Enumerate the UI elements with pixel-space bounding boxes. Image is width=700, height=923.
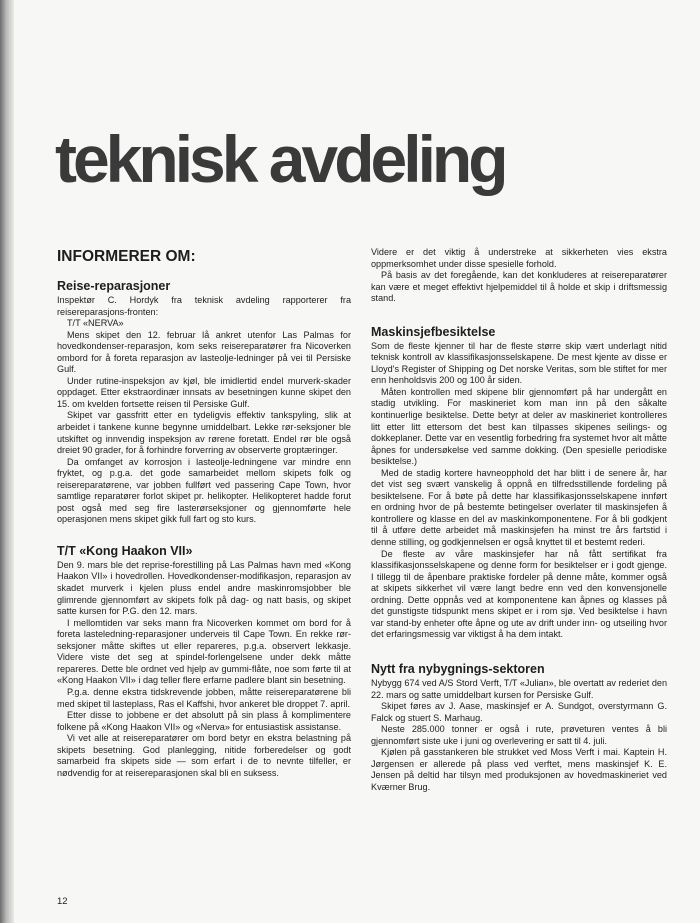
paragraph: Nybygg 674 ved A/S Stord Verft, T/T «Julian», ble overtatt av rederiet den 22. mars og satte umiddelbart kursen for Persiske Gulf. bbox=[371, 677, 667, 700]
page-spine-shadow bbox=[0, 0, 14, 923]
intro-heading: INFORMERER OM: bbox=[57, 248, 196, 265]
paragraph: Med de stadig kortere havneopphold det har blitt i de senere år, har det vist seg svært vanskelig å oppnå en tilfredsstillende fordeling på besiktelsene. For å bøte på dette har klassifikasjonsselskapene innført en ordning hvor de på bestemte betingelser overlater til maskinsjefen å kontrollere og klasse en del av maskinkomponentene. For å bli godkjent til å utføre dette arbeidet må maskinsjefen ha minst tre års fartstid i denne stilling, og godkjennelsen er også knyttet til et bestemt rederi. bbox=[371, 467, 667, 548]
page-number: 12 bbox=[57, 896, 68, 907]
section-reise-reparasjoner bbox=[57, 278, 351, 526]
paragraph: Skipet føres av J. Aase, maskinsjef er A. Sundgot, overstyrmann G. Falck og stuert S. Marhaug. bbox=[371, 701, 667, 723]
paragraph: Mens skipet den 12. februar lå ankret utenfor Las Palmas for hovedkondenser-reparasjon, kom seks reisereparatører fra Nicoverken ombord for å foreta reparasjon av lasteolje-ledninger på vei til Persiske Gulf. bbox=[57, 329, 351, 375]
section-nybygning bbox=[371, 661, 667, 793]
paragraph: Som de fleste kjenner til har de fleste større skip vært underlagt nitid teknisk kontroll av klassifikasjonsselskapene. De mest kjente av disse er Lloyd's Register of Shipping og Det norske Veritas, som ble stiftet for mer enn henholdsvis 200 og 100 år siden. bbox=[371, 340, 667, 386]
section-heading: Maskinsjefbesiktelse bbox=[371, 324, 496, 339]
paragraph: Inspektør C. Hordyk fra teknisk avdeling rapporterer fra reisereparasjons-fronten: bbox=[57, 295, 351, 317]
section-maskinsjefbesiktelse bbox=[371, 324, 667, 641]
paragraph: På basis av det foregående, kan det konkluderes at reisereparatører kan være et meget effektivt hjelpemiddel til å holde et skip i driftsmessig stand. bbox=[371, 270, 667, 304]
intro-continuation bbox=[371, 247, 667, 305]
section-kong-haakon bbox=[57, 543, 351, 779]
section-heading: Nytt fra nybygnings-sektoren bbox=[371, 661, 545, 676]
paragraph: Skipet var gassfritt etter en tydeligvis effektiv tankspyling, slik at arbeidet i tankene kunne begynne umiddelbart. Lekke rør-seksjoner ble utskiftet og innvendig inspeksjon av rørene foretatt. Endel rør ble også dreiet 90 grader, for å forhindre forverring av observerte groptæringer. bbox=[57, 410, 351, 456]
paragraph: De fleste av våre maskinsjefer har nå fått sertifikat fra klassifikasjonsselskapene og denne form for besiktelser er i godt gjenge. I tillegg til de åpenbare praktiske fordeler på denne måte, kommer også at skipets sikkerhet vil være langt bedre enn ved den konvensjonelle ordning. Dette oppnås ved at komponentene kan åpnes og klasses på det gunstigste tidspunkt mens skipet er i rom sjø. Ved besiktelse i havn var stand-by enheter ofte åpne og ute av drift under inn- og utseiling hvor det erfaringsmessig var viktigst å ha dem intakt. bbox=[371, 548, 667, 640]
paragraph: T/T «NERVA» bbox=[67, 318, 124, 329]
paragraph: Måten kontrollen med skipene blir gjennomført på har undergått en stadig utvikling. For maskineriet kom man inn på den såkalte kontinuerlige besiktelse. Dette betyr at deler av maskineriet kontrolleres litt etter litt ettersom det best kan tilpasses skipenes seilings- og dokkeplaner. Dette var en vesentlig forbedring fra systemet hvor alt måtte åpnes for undersøkelse ved samme dokking. (Den spesielle periodiske besiktelse.) bbox=[371, 386, 667, 467]
paragraph: Videre er det viktig å understreke at sikkerheten vies ekstra oppmerksomhet under disse spesielle forhold. bbox=[371, 247, 667, 269]
section-heading: T/T «Kong Haakon VII» bbox=[57, 543, 193, 558]
paragraph: Den 9. mars ble det reprise-forestilling på Las Palmas havn med «Kong Haakon VII» i hovedrollen. Hovedkondenser-modifikasjon, reparasjon av skadet murverk i kjelen pluss endel andre maskinromsjobber ble glimrende gjennomført av skipets folk på dag- og natt basis, og skipet satte kursen for P.G. den 12. mars. bbox=[57, 559, 351, 617]
paragraph: P.g.a. denne ekstra tidskrevende jobben, måtte reisereparatørene bli med skipet til lasteplass, Ras el Kaffshi, hvor ankeret ble droppet 7. april. bbox=[57, 686, 351, 709]
paragraph: Vi vet alle at reisereparatører om bord betyr en ekstra belastning på skipets besetning. God planlegging, nitide forberedelser og godt samarbeid fra skipets side — som erfart i de to nevnte tilfeller, er nødvendig for at reisereparasjonen skal bli en suksess. bbox=[57, 733, 351, 778]
paragraph: I mellomtiden var seks mann fra Nicoverken kommet om bord for å foreta lasteledning-reparasjoner underveis til Cape Town. En rekke rør-seksjoner måtte skiftes ut eller repareres, p.g.a. observert lekkasje. Videre viste det seg at spindel-forlengelsene under dekk måtte repareres. Dette ble ordnet ved hjelp av gummi-flåte, noe som førte til at «Kong Haakon VII» i dag teller flere erfarne padlere blant sin besetning. bbox=[57, 617, 351, 686]
section-heading: Reise-reparasjoner bbox=[57, 279, 171, 293]
paragraph: Kjølen på gasstankeren ble strukket ved Moss Verft i mai. Kaptein H. Jørgensen er allerede på plass ved verftet, mens maskinsjef K. E. Jensen på deltid har tilsyn med produksjonen av hovedmaskineriet ved Kværner Brug. bbox=[371, 747, 667, 792]
paragraph: Neste 285.000 tonner er også i rute, prøveturen ventes å bli gjennomført siste uke i juni og overlevering er satt til 4. juli. bbox=[371, 724, 667, 746]
left-column bbox=[57, 248, 351, 779]
right-column bbox=[371, 247, 667, 793]
paragraph: Etter disse to jobbene er det absolutt på sin plass å komplimentere folkene på «Kong Haakon VII» og «Nerva» for entusiastisk assistanse. bbox=[57, 710, 351, 732]
paragraph: Da omfanget av korrosjon i lasteolje-ledningene var mindre enn fryktet, og p.g.a. det gode samarbeidet mellom skipets folk og reisereparatørene, var jobben fullført ved passering Cape Town, hvor samtlige reparatører forlot skipet pr. helikopter. Helikopteret hadde forut post også med seg fire lasterørseksjoner og gjennomførte hele operasjonen mens skipet gikk full fart og sto kurs. bbox=[57, 456, 351, 525]
paragraph: Under rutine-inspeksjon av kjøl, ble imidlertid endel murverk-skader oppdaget. Etter ekstraordinær innsats av besetningen kunne skipet den 15. om kvelden fortsette reisen til Persiske Gulf. bbox=[57, 375, 351, 409]
page-title: teknisk avdeling bbox=[55, 122, 505, 196]
